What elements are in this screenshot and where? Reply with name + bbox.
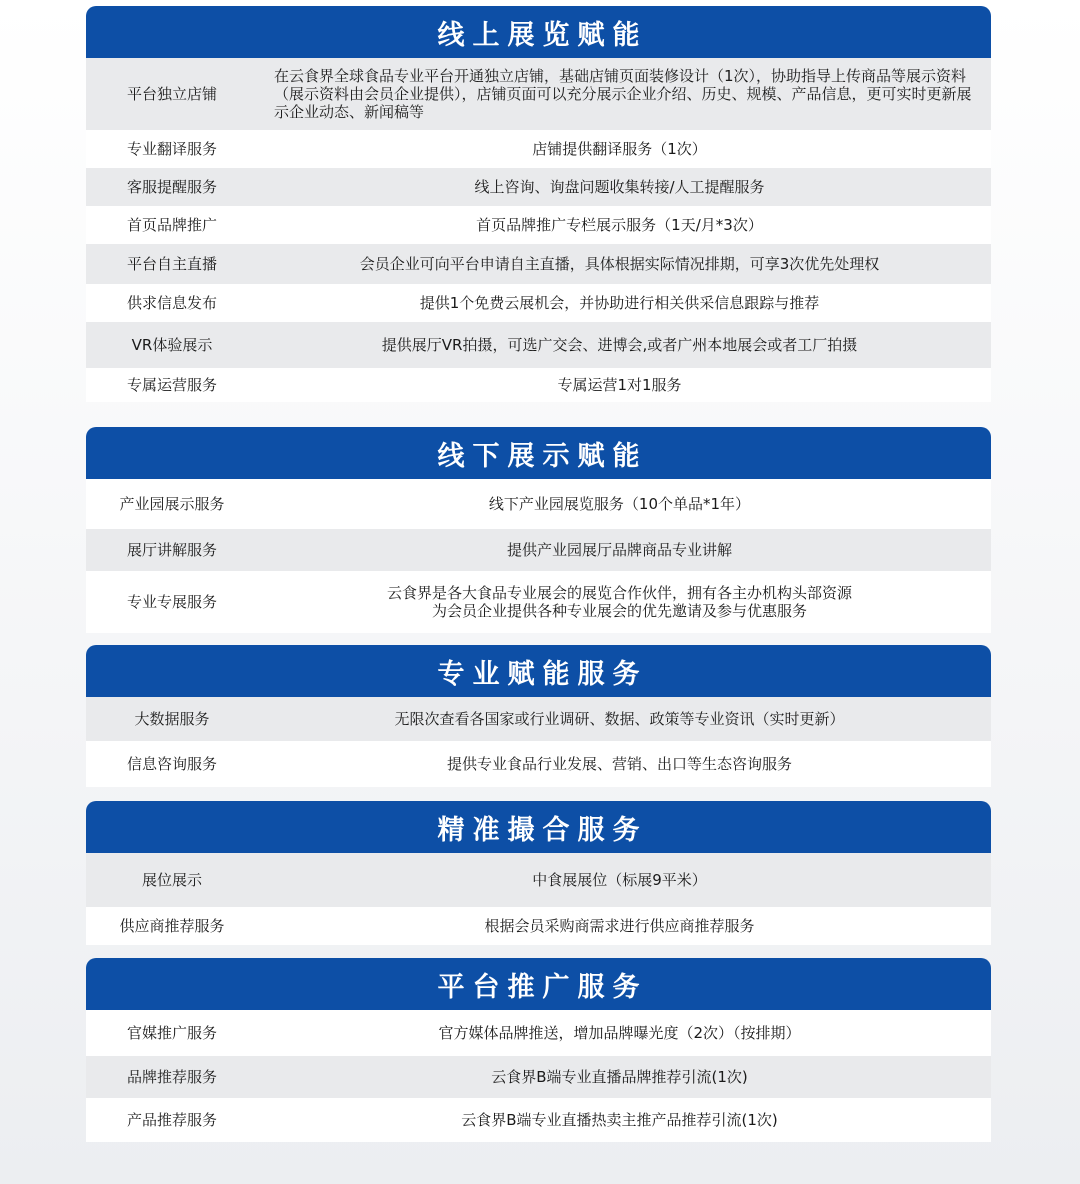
row-label: 品牌推荐服务 xyxy=(126,1068,217,1086)
section-precise-matching xyxy=(86,801,991,945)
section-title: 精准撮合服务 xyxy=(86,801,991,853)
section-title: 线下展示赋能 xyxy=(86,427,991,479)
table-row xyxy=(86,130,991,168)
section-online-exhibition xyxy=(86,6,991,402)
row-label: 展位展示 xyxy=(141,871,202,889)
row-label: 展厅讲解服务 xyxy=(126,541,217,559)
row-label: 供应商推荐服务 xyxy=(119,917,225,935)
row-label: 供求信息发布 xyxy=(126,294,217,312)
section-title: 平台推广服务 xyxy=(86,958,991,1010)
row-label: 平台自主直播 xyxy=(126,255,217,273)
row-value: 云食界B端专业直播热卖主推产品推荐引流(1次) xyxy=(461,1111,778,1129)
table-row xyxy=(86,529,991,571)
row-value: 提供产业园展厅品牌商品专业讲解 xyxy=(506,541,732,559)
row-value: 专属运营1对1服务 xyxy=(557,376,682,394)
row-label: 客服提醒服务 xyxy=(126,178,217,196)
table-row xyxy=(86,479,991,529)
row-value: 线上咨询、询盘问题收集转接/人工提醒服务 xyxy=(474,178,765,196)
row-value: 提供展厅VR拍摄，可选广交会、进博会,或者广州本地展会或者工厂拍摄 xyxy=(381,336,858,354)
row-value: 店铺提供翻译服务（1次） xyxy=(532,140,707,158)
section-title: 专业赋能服务 xyxy=(86,645,991,697)
row-label: 专属运营服务 xyxy=(126,376,217,394)
row-value: 官方媒体品牌推送，增加品牌曝光度（2次）（按排期） xyxy=(438,1024,801,1042)
row-label: VR体验展示 xyxy=(131,336,213,354)
row-value: 在云食界全球食品专业平台开通独立店铺，基础店铺页面装修设计（1次），协助指导上传商品等展示资料（展示资料由会员企业提供），店铺页面可以充分展示企业介绍、历史、规模、产品信息，更可实时更新展示企业动态、新闻稿等 xyxy=(274,67,972,121)
row-label: 首页品牌推广 xyxy=(126,216,217,234)
table-row xyxy=(86,168,991,206)
row-value: 云食界B端专业直播品牌推荐引流(1次) xyxy=(491,1068,748,1086)
row-label: 产业园展示服务 xyxy=(119,495,225,513)
table-row xyxy=(86,571,991,633)
row-label: 专业专展服务 xyxy=(126,593,217,611)
row-label: 专业翻译服务 xyxy=(126,140,217,158)
row-label: 产品推荐服务 xyxy=(126,1111,217,1129)
row-label: 平台独立店铺 xyxy=(126,85,217,103)
table-row xyxy=(86,206,991,244)
section-title: 线上展览赋能 xyxy=(86,6,991,58)
row-label: 信息咨询服务 xyxy=(126,755,217,773)
table-row xyxy=(86,58,991,130)
row-value: 提供专业食品行业发展、营销、出口等生态咨询服务 xyxy=(446,755,792,773)
row-value: 会员企业可向平台申请自主直播，具体根据实际情况排期，可享3次优先处理权 xyxy=(359,255,880,273)
section-professional-empowerment xyxy=(86,645,991,787)
table-row xyxy=(86,741,991,787)
row-value: 无限次查看各国家或行业调研、数据、政策等专业资讯（实时更新） xyxy=(394,710,845,728)
table-row xyxy=(86,697,991,741)
row-label: 官媒推广服务 xyxy=(126,1024,217,1042)
table-row xyxy=(86,284,991,322)
table-row xyxy=(86,1056,991,1098)
row-value: 首页品牌推广专栏展示服务（1天/月*3次） xyxy=(476,216,763,234)
section-platform-promotion xyxy=(86,958,991,1142)
row-value: 中食展展位（标展9平米） xyxy=(532,871,707,889)
table-row xyxy=(86,907,991,945)
row-value: 根据会员采购商需求进行供应商推荐服务 xyxy=(484,917,755,935)
row-label: 大数据服务 xyxy=(134,710,210,728)
table-row xyxy=(86,244,991,284)
table-row xyxy=(86,853,991,907)
table-row xyxy=(86,322,991,368)
section-offline-exhibition xyxy=(86,427,991,633)
table-row xyxy=(86,1098,991,1142)
table-row xyxy=(86,1010,991,1056)
row-value: 线下产业园展览服务（10个单品*1年） xyxy=(488,495,751,513)
table-row xyxy=(86,368,991,402)
row-value: 云食界是各大食品专业展会的展览合作伙伴，拥有各主办机构头部资源 为会员企业提供各种专业展会的优先邀请及参与优惠服务 xyxy=(386,584,852,620)
row-value: 提供1个免费云展机会，并协助进行相关供采信息跟踪与推荐 xyxy=(419,294,820,312)
